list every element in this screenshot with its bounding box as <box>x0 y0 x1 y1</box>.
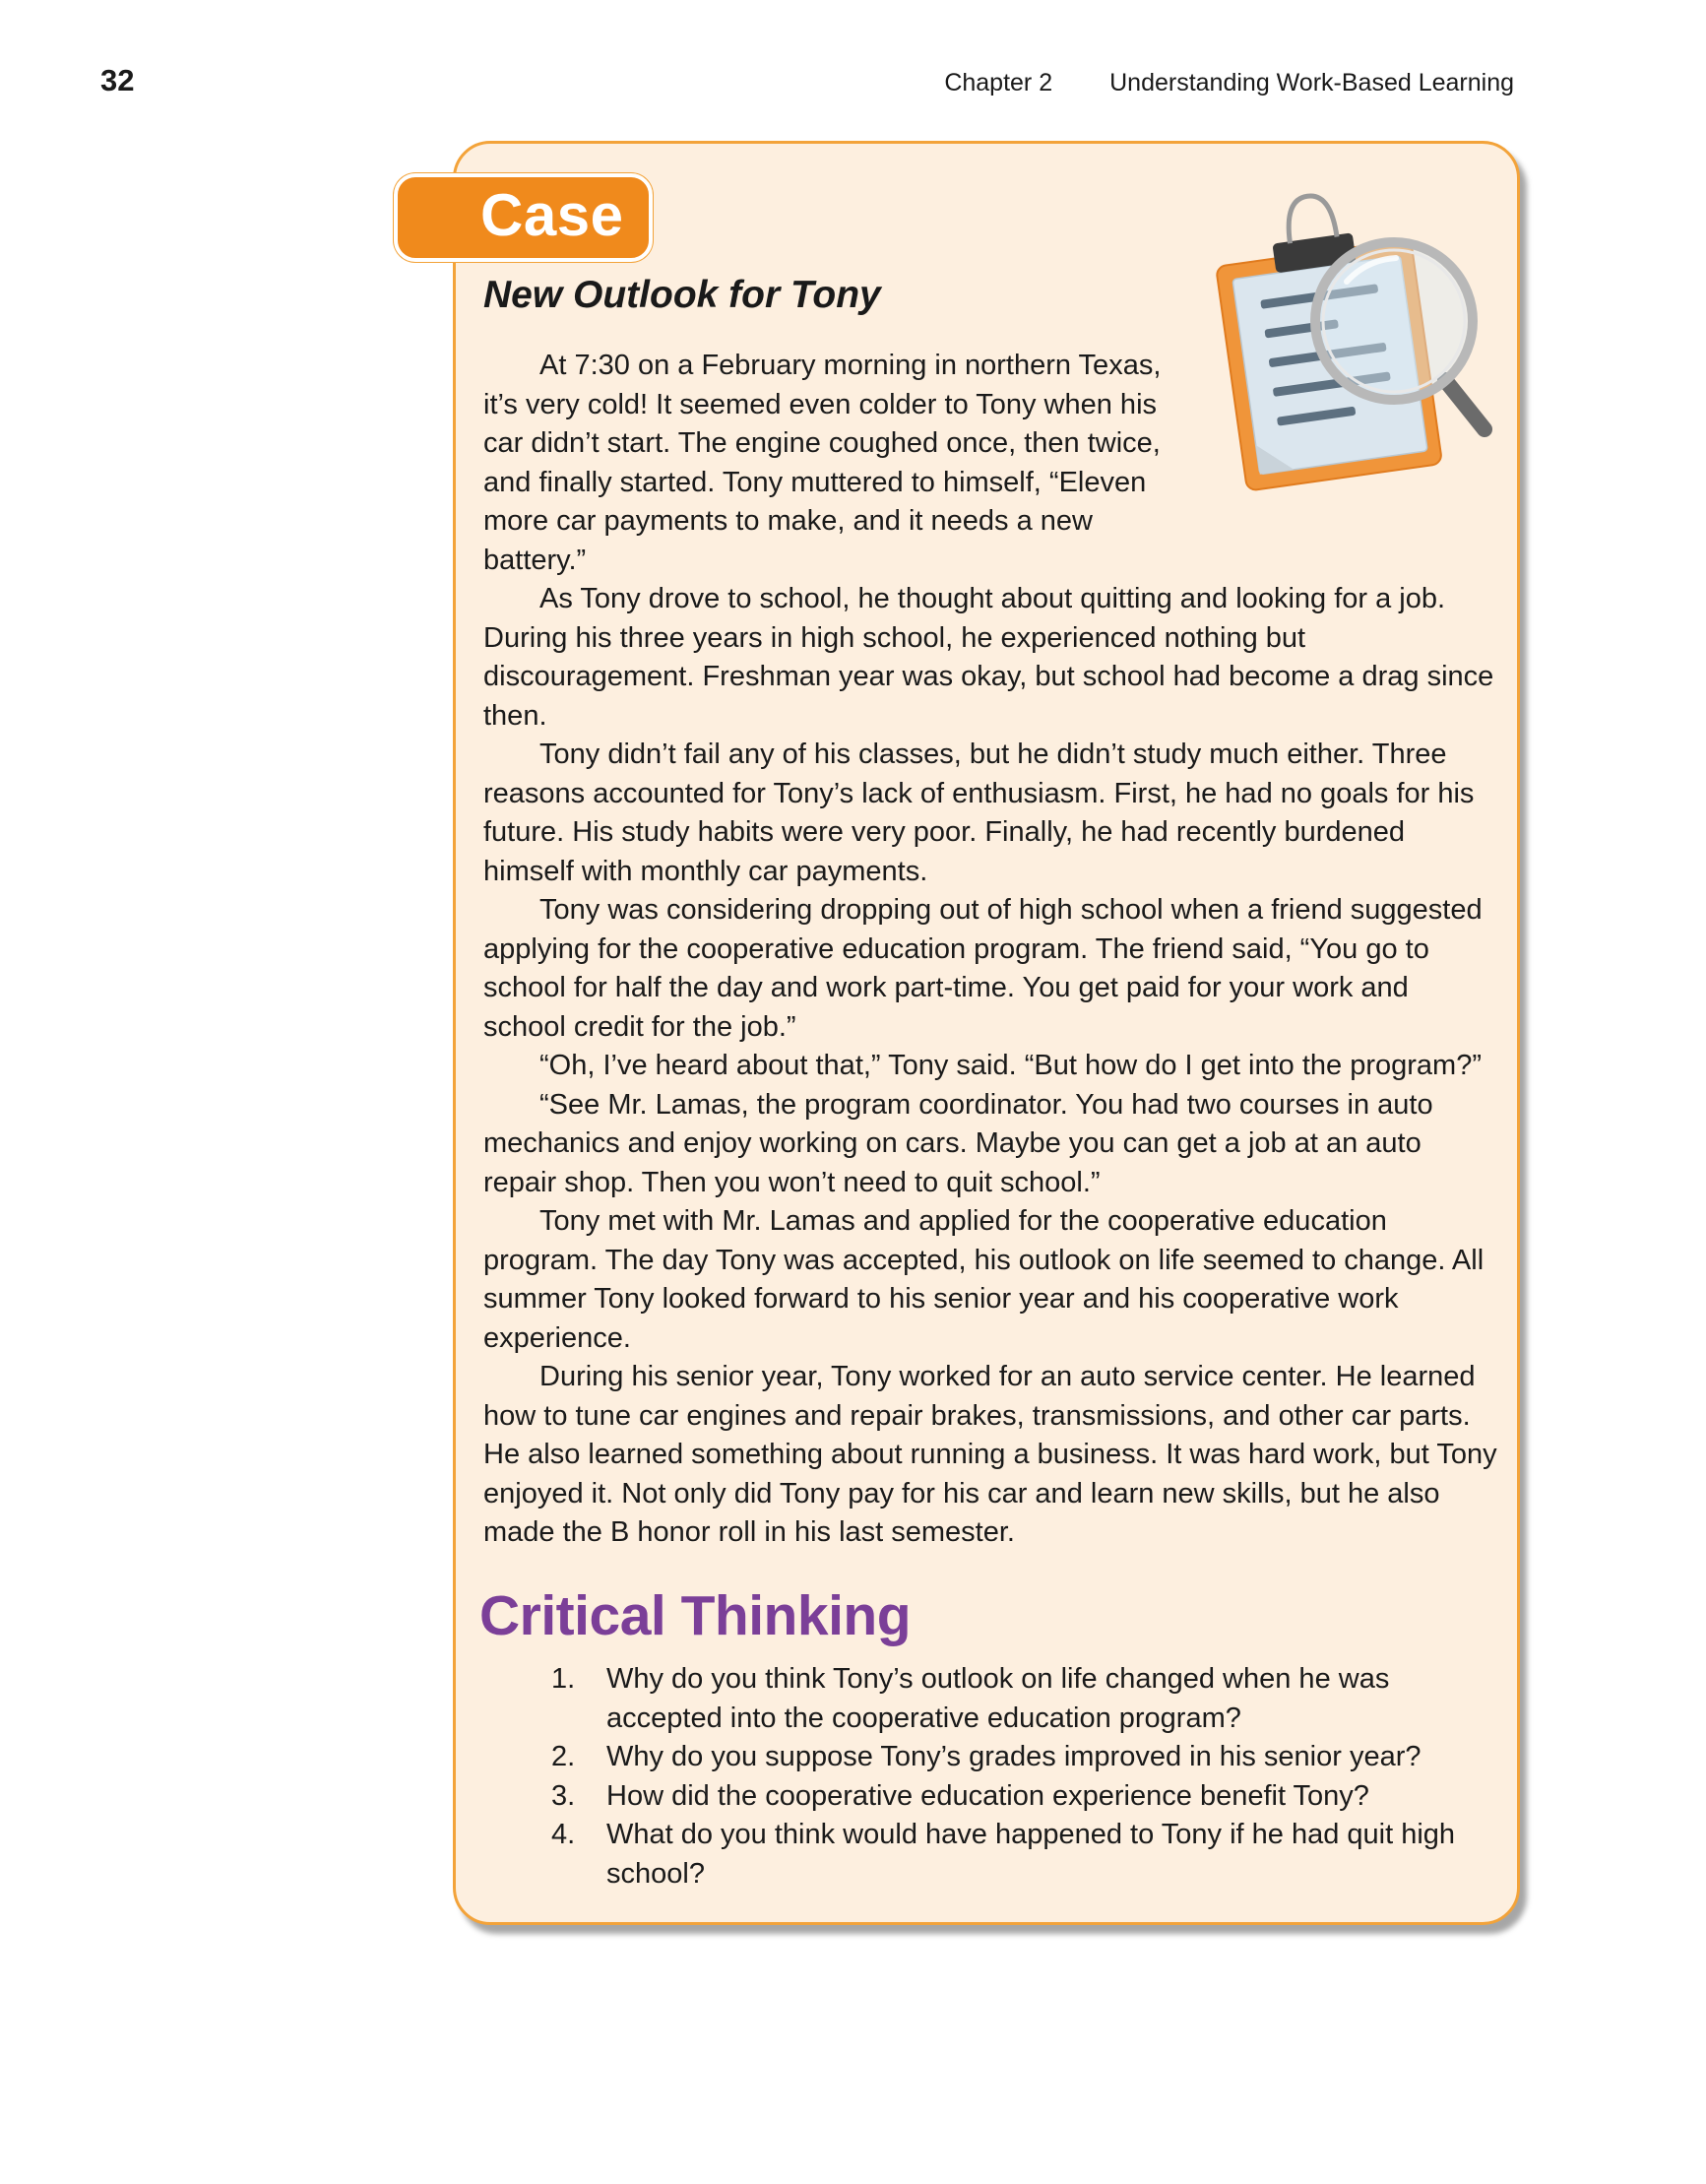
question-number: 4. <box>551 1819 576 1850</box>
case-title: New Outlook for Tony <box>483 274 881 316</box>
story-paragraph: “See Mr. Lamas, the program coordinator. You had two courses in auto mechanics and enjoy working on cars. Maybe you can get a job at an auto repair shop. Then you won’t need to quit school.” <box>483 1088 1433 1198</box>
critical-thinking-questions <box>551 1660 1496 1894</box>
page-number: 32 <box>100 63 135 97</box>
question-number: 2. <box>551 1741 576 1772</box>
question-text: How did the cooperative education experience benefit Tony? <box>606 1779 1369 1812</box>
question-item <box>551 1738 1496 1777</box>
story-paragraph: Tony was considering dropping out of high school when a friend suggested applying for the cooperative education program. The friend said, “You go to school for half the day and work part-time. You get paid for your work and school credit for the job.” <box>483 894 1483 1043</box>
case-tab-label: Case <box>480 182 624 248</box>
question-text: What do you think would have happened to Tony if he had quit high school? <box>606 1819 1456 1890</box>
question-text: Why do you think Tony’s outlook on life changed when he was accepted into the cooperative education program? <box>606 1663 1390 1734</box>
case-tab <box>394 173 653 262</box>
case-story <box>483 347 1497 1553</box>
running-head-chapter: Chapter 2 <box>944 69 1053 96</box>
story-paragraph: Tony met with Mr. Lamas and applied for the cooperative education program. The day Tony was accepted, his outlook on life seemed to change. All summer Tony looked forward to his senior year and his cooperative work experience. <box>483 1205 1485 1354</box>
critical-thinking-heading: Critical Thinking <box>479 1584 912 1647</box>
question-item <box>551 1660 1496 1738</box>
question-item <box>551 1816 1496 1894</box>
question-item <box>551 1777 1496 1817</box>
story-paragraph: During his senior year, Tony worked for an auto service center. He learned how to tune car engines and repair brakes, transmissions, and other car parts. He also learned something about running a business. It was hard work, but Tony enjoyed it. Not only did Tony pay for his car and learn new skills, but he also made the B honor roll in his last semester. <box>483 1361 1497 1548</box>
running-head <box>944 69 1514 97</box>
story-paragraph: At 7:30 on a February morning in northern Texas, it’s very cold! It seemed even colder to Tony when his car didn’t start. The engine coughed once, then twice, and finally started. Tony muttered to himself, “Eleven more car payments to make, and it needs a new battery.” <box>483 350 1162 576</box>
question-text: Why do you suppose Tony’s grades improved in his senior year? <box>606 1741 1422 1772</box>
question-number: 1. <box>551 1663 576 1695</box>
running-head-chapter-title: Understanding Work-Based Learning <box>1109 69 1514 96</box>
question-number: 3. <box>551 1779 576 1812</box>
story-paragraph: “Oh, I’ve heard about that,” Tony said. “But how do I get into the program?” <box>539 1050 1482 1081</box>
story-paragraph: As Tony drove to school, he thought about quitting and looking for a job. During his three years in high school, he experienced nothing but discouragement. Freshman year was okay, but school had become a drag since then. <box>483 583 1494 732</box>
story-paragraph: Tony didn’t fail any of his classes, but he didn’t study much either. Three reasons accounted for Tony’s lack of enthusiasm. First, he had no goals for his future. His study habits were very poor. Finally, he had recently burdened himself with monthly car payments. <box>483 739 1475 887</box>
